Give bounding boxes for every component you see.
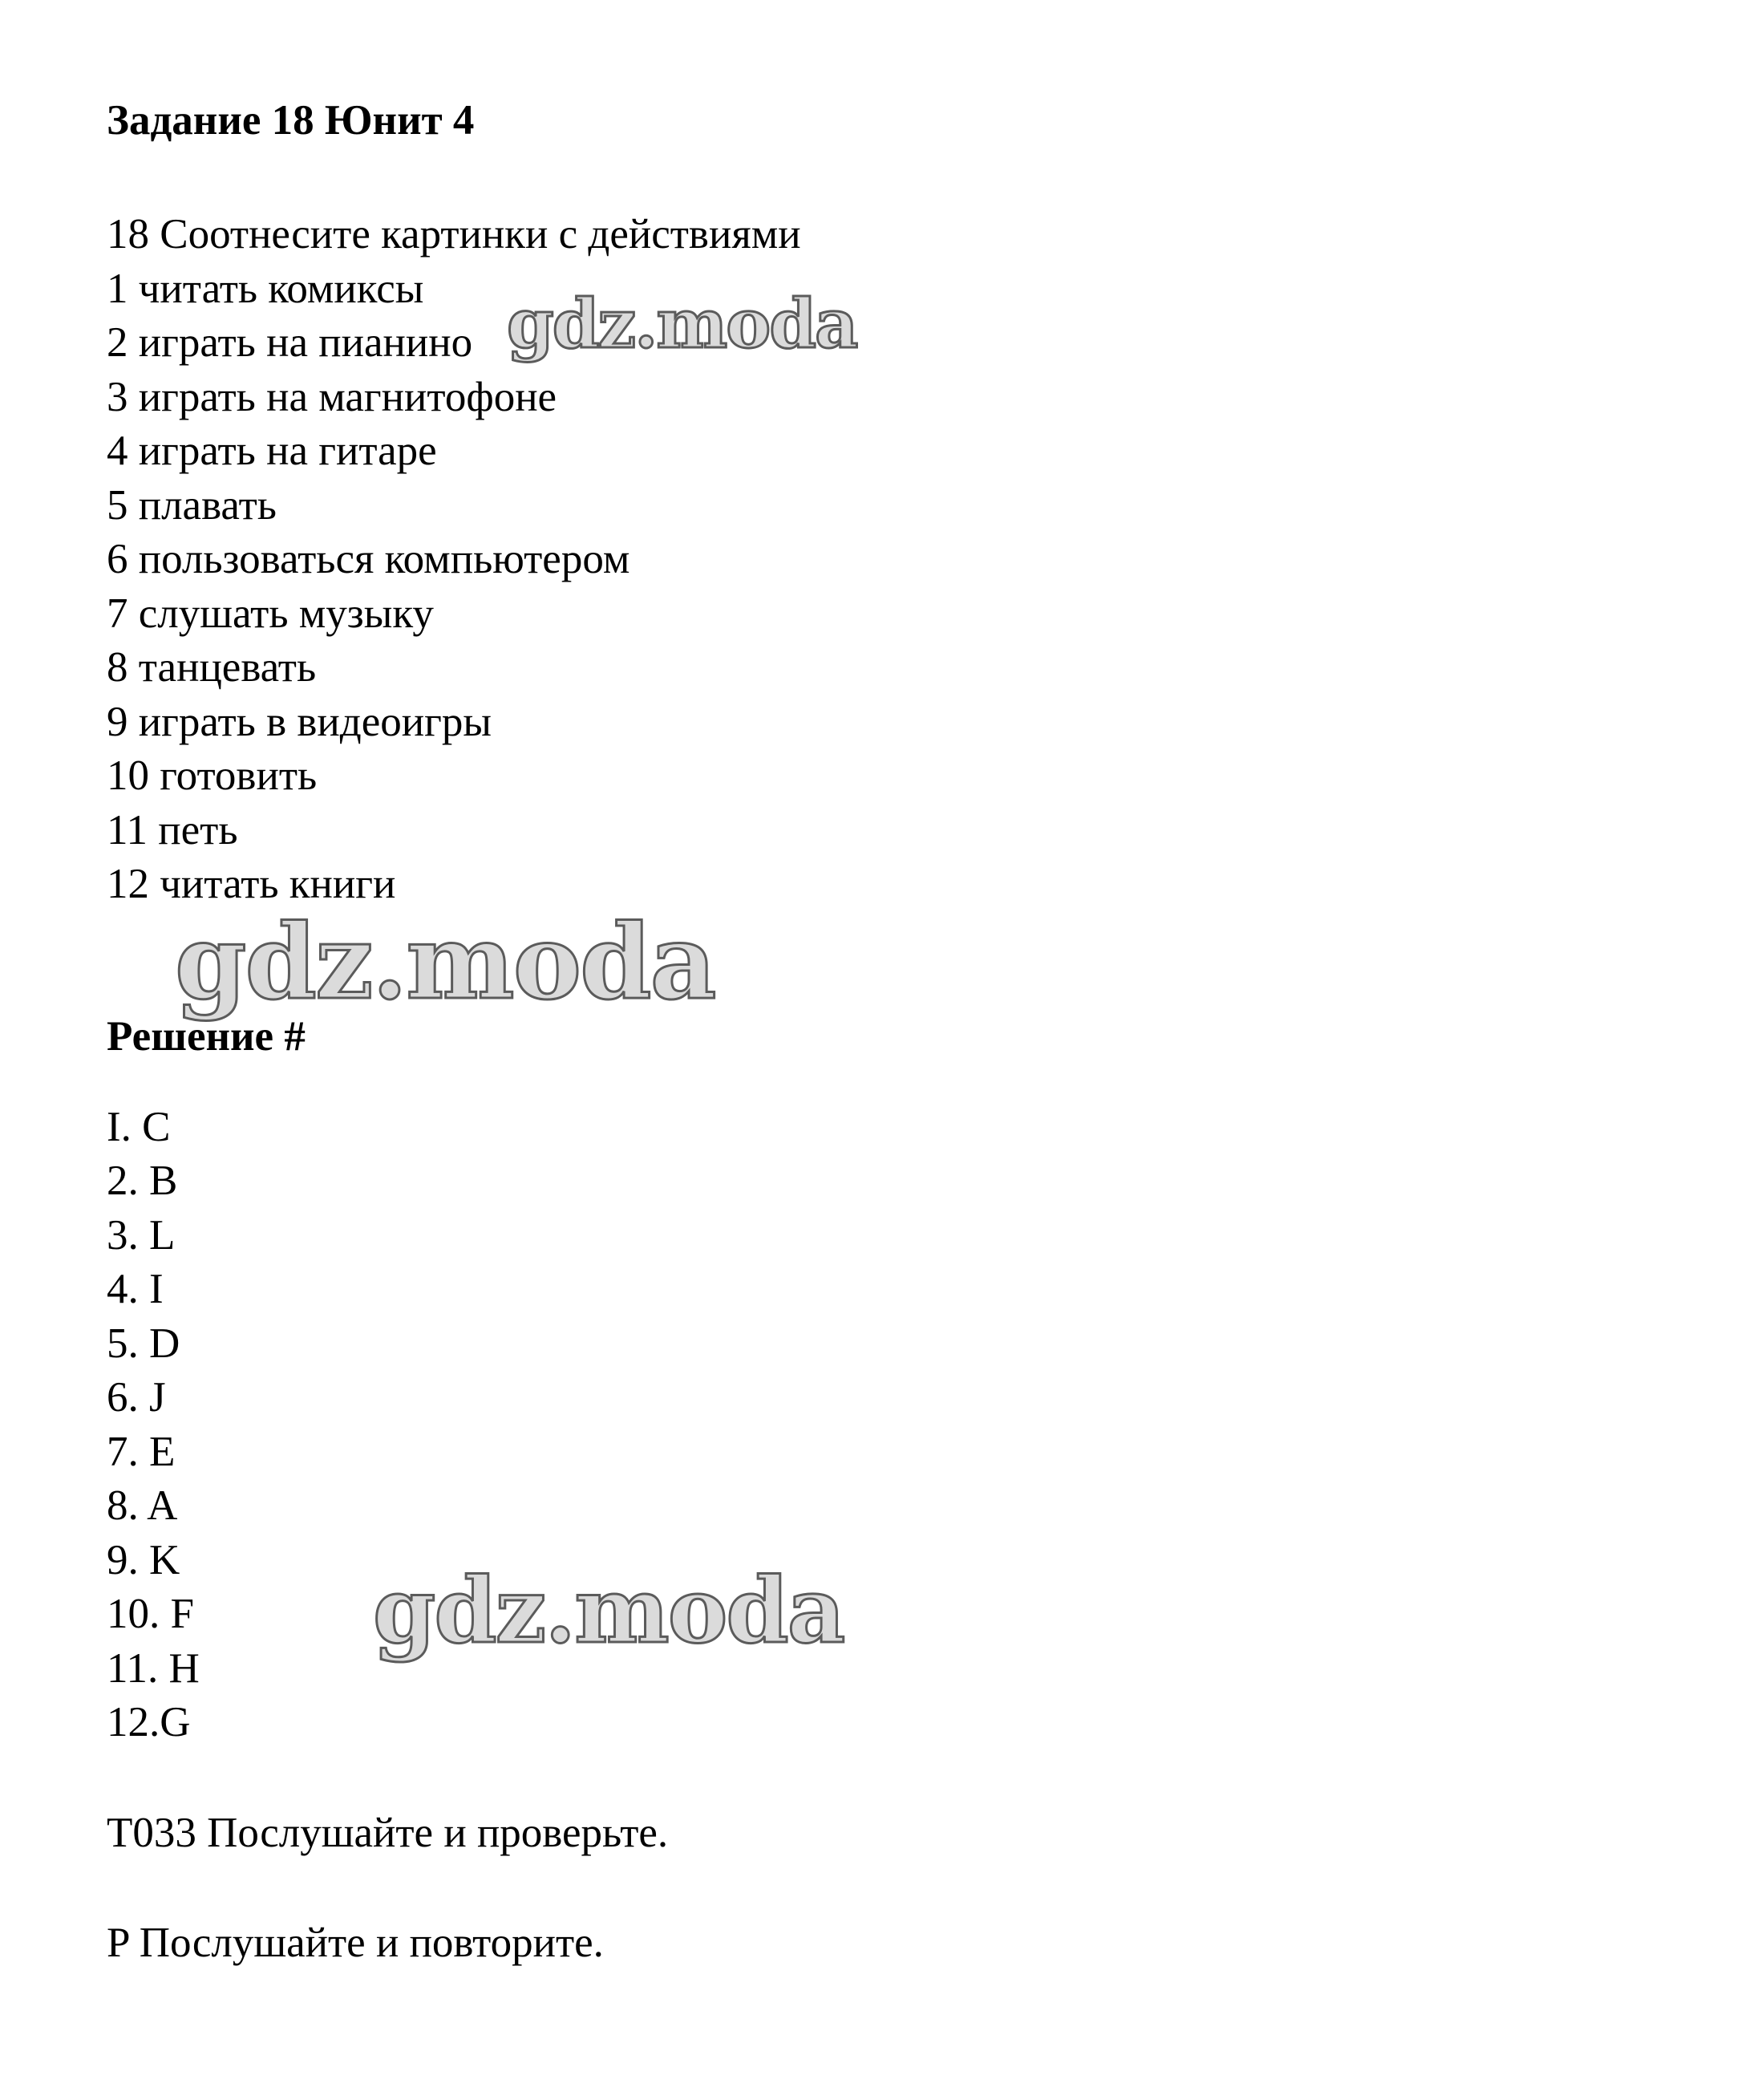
list-item: 9 играть в видеоигры (107, 699, 492, 745)
list-item: 5 плавать (107, 482, 277, 529)
answer-item: 10. F (107, 1591, 194, 1637)
list-item: 3 играть на магнитофоне (107, 374, 557, 420)
list-item: 1 читать комиксы (107, 266, 424, 312)
answer-item: 4. I (107, 1266, 164, 1312)
list-item: 10 готовить (107, 752, 318, 799)
task-instruction: 18 Соотнесите картинки с действиями (107, 211, 801, 257)
list-item: 6 пользоваться компьютером (107, 536, 630, 582)
list-item: 4 играть на гитаре (107, 428, 437, 474)
answer-item: 9. K (107, 1537, 180, 1583)
answer-item: 7. E (107, 1429, 176, 1475)
watermark: gdz.moda (373, 1559, 844, 1664)
answer-item: I. C (107, 1104, 171, 1150)
list-item: 2 играть на пианино (107, 319, 473, 366)
answer-item: 8. A (107, 1482, 178, 1529)
solution-heading: Решение # (107, 1013, 306, 1060)
answer-item: 3. L (107, 1212, 176, 1259)
listen-check-note: T033 Послушайте и проверьте. (107, 1810, 669, 1856)
answer-item: 6. J (107, 1374, 166, 1421)
list-item: 12 читать книги (107, 861, 396, 907)
watermark: gdz.moda (507, 284, 857, 363)
answer-item: 2. B (107, 1157, 178, 1204)
list-item: 11 петь (107, 807, 238, 853)
answer-item: 5. D (107, 1320, 180, 1367)
answer-item: 12.G (107, 1699, 191, 1745)
answer-item: 11. H (107, 1645, 200, 1692)
watermark: gdz.moda (175, 902, 715, 1023)
task-title: Задание 18 Юнит 4 (107, 97, 475, 144)
list-item: 7 слушать музыку (107, 590, 434, 637)
listen-repeat-note: P Послушайте и повторите. (107, 1920, 604, 1966)
list-item: 8 танцевать (107, 644, 317, 691)
